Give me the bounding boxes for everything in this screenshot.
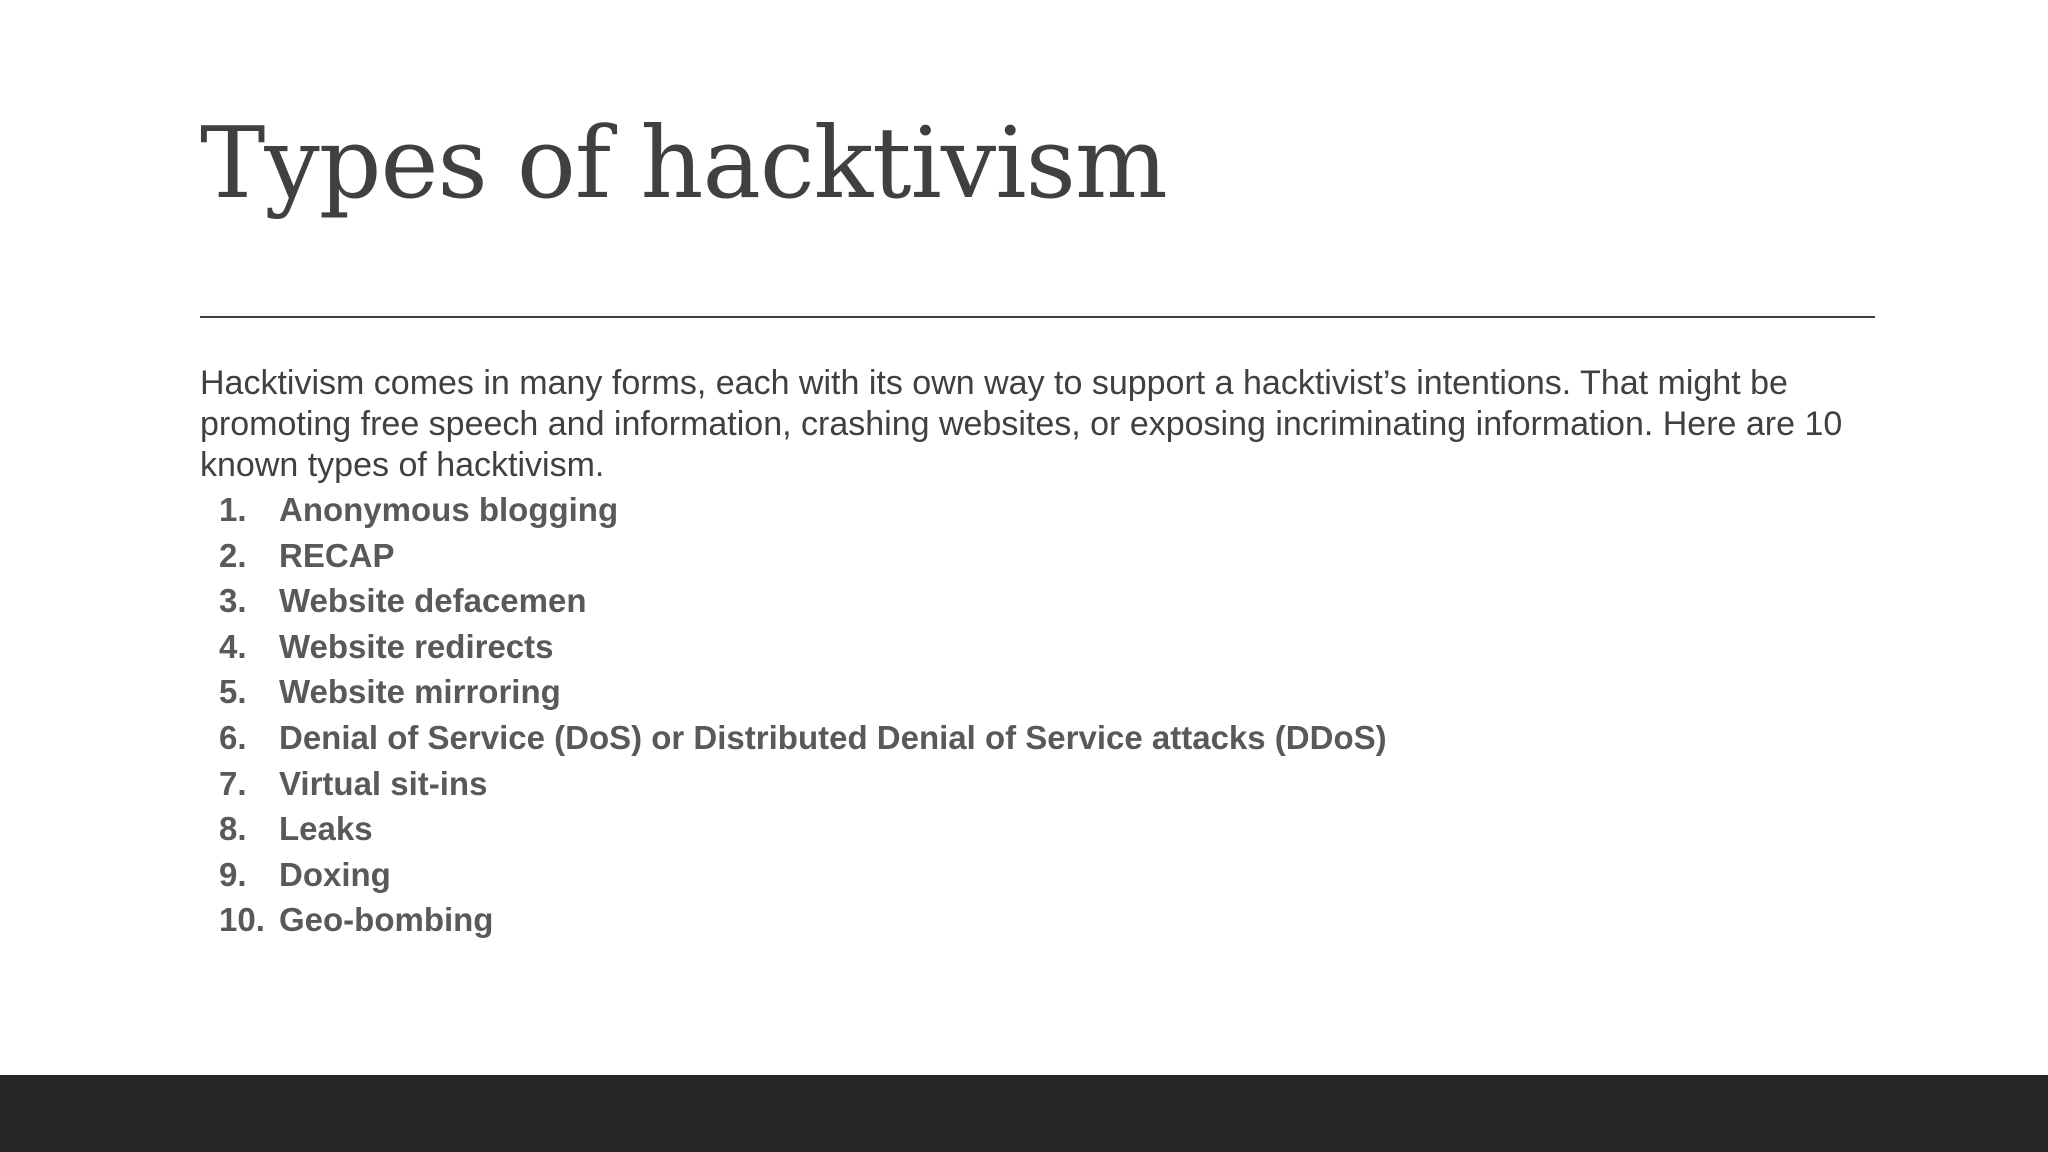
list-item-label: Leaks — [279, 810, 373, 848]
list-item — [200, 852, 1387, 898]
list-item-label: RECAP — [279, 536, 395, 574]
list-item-label: Virtual sit-ins — [279, 764, 488, 802]
list-item-label: Website redirects — [279, 627, 554, 665]
list-item-number: 5. — [219, 673, 247, 711]
list-item — [200, 806, 1387, 852]
list-item — [200, 487, 1387, 533]
list-item-number: 7. — [219, 764, 247, 802]
list-item-number: 1. — [219, 491, 247, 528]
list-item — [200, 897, 1387, 943]
list-item-label: Website defacemen — [279, 582, 587, 620]
list-item-number: 3. — [219, 582, 247, 620]
footer-bar — [0, 1075, 2048, 1152]
list-item-label: Denial of Service (DoS) or Distributed Denial of Service attacks (DDoS) — [279, 718, 1387, 756]
list-item-number: 2. — [219, 536, 247, 574]
list-item-number: 10. — [219, 901, 265, 939]
slide-title: Types of hacktivism — [200, 107, 1167, 221]
list-item-number: 4. — [219, 627, 247, 665]
list-item — [200, 715, 1387, 761]
list-item-number: 6. — [219, 718, 247, 756]
list-item — [200, 533, 1387, 579]
title-divider — [200, 316, 1875, 318]
list-item — [200, 669, 1387, 715]
hacktivism-types-list — [200, 487, 1387, 943]
list-item — [200, 761, 1387, 807]
list-item — [200, 578, 1387, 624]
list-item-label: Geo-bombing — [279, 901, 494, 939]
list-item-label: Anonymous blogging — [279, 491, 619, 528]
list-item-number: 9. — [219, 855, 247, 893]
intro-paragraph: Hacktivism comes in many forms, each with its own way to support a hacktivist’s intentions. That might be promoting free speech and information, crashing websites, or exposing incriminating information. Here are 10 known types of hacktivism. — [200, 364, 1843, 484]
list-item — [200, 624, 1387, 670]
list-item-label: Doxing — [279, 855, 391, 893]
list-item-number: 8. — [219, 810, 247, 848]
list-item-label: Website mirroring — [279, 673, 561, 711]
